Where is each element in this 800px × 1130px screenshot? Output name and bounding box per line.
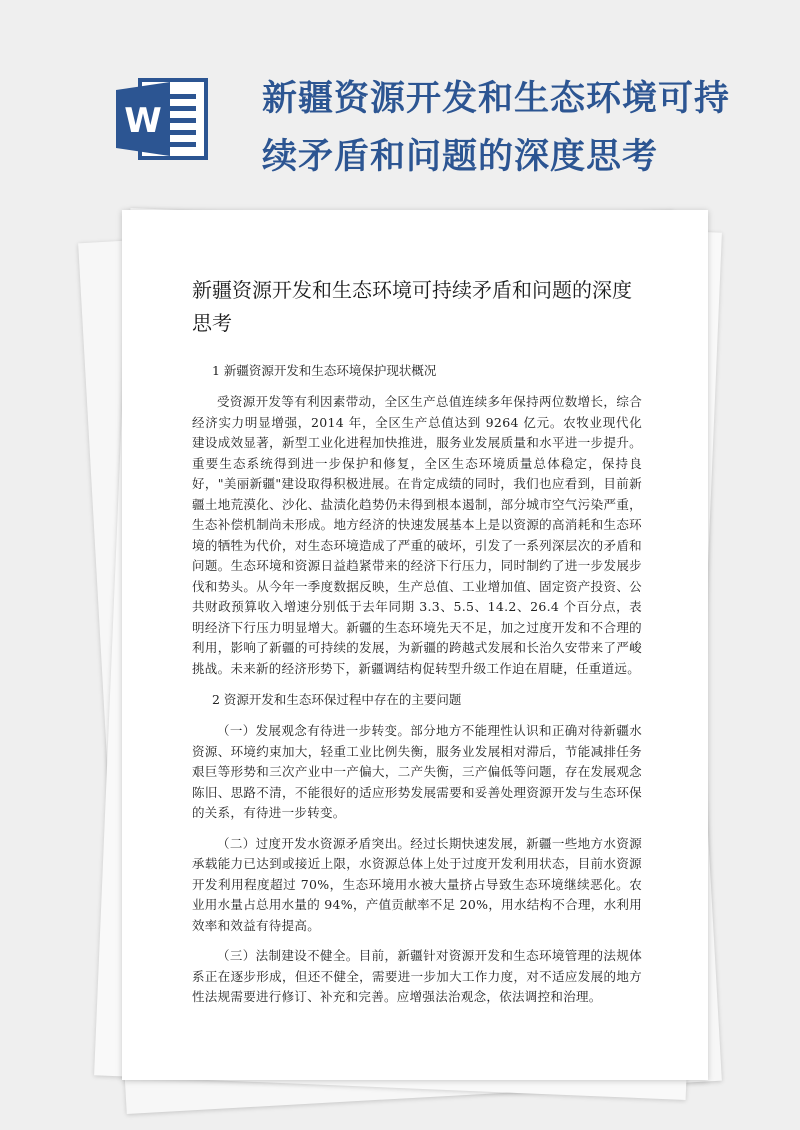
paragraph: （三）法制建设不健全。目前，新疆针对资源开发和生态环境管理的法规体系正在逐步形成，但还不健全，需要进一步加大工作力度，对不适应发展的地方性法规需要进行修订、补充和完善。应增强法治观念，依法调控和治理。 (192, 948, 642, 1004)
section-heading: 1 新疆资源开发和生态环境保护现状概况 (212, 363, 437, 378)
word-icon-letter: W (124, 101, 162, 141)
document-content (192, 274, 642, 1018)
header (0, 0, 800, 200)
section-1 (192, 360, 642, 679)
banner-title: 新疆资源开发和生态环境可持续矛盾和问题的深度思考 (262, 79, 731, 177)
section-heading: 2 资源开发和生态环保过程中存在的主要问题 (212, 692, 462, 707)
paragraph: 受资源开发等有利因素带动，全区生产总值连续多年保持两位数增长，综合经济实力明显增强，2014 年，全区生产总值达到 9264 亿元。农牧业现代化建设成效显著，新型工业化进程加快推进，服务业发展质量和水平进一步提升。重要生态系统得到进一步保护和修复，全区生态环境质量总体稳定，保持良好，"美丽新疆"建设取得积极进展。在肯定成绩的同时，我们也应看到，目前新疆土地荒漠化、沙化、盐渍化趋势仍未得到根本遏制，部分城市空气污染严重，生态补偿机制尚未形成。地方经济的快速发展基本上是以资源的高消耗和生态环境的牺牲为代价，对生态环境造成了严重的破坏，引发了一系列深层次的矛盾和问题。生态环境和资源日益趋紧带来的经济下行压力，同时制约了进一步发展步伐和势头。从今年一季度数据反映，生产总值、工业增加值、固定资产投资、公共财政预算收入增速分别低于去年同期 3.3、5.5、14.2、26.4 个百分点，表明经济下行压力明显增大。新疆的生态环境先天不足，加之过度开发和不合理的利用，影响了新疆的可持续的发展，为新疆的跨越式发展和长治久安带来了严峻挑战。未来新的经济形势下，新疆调结构促转型升级工作迫在眉睫，任重道远。 (192, 394, 642, 676)
section-2 (192, 689, 642, 1008)
word-document-icon (112, 76, 212, 162)
paragraph: （二）过度开发水资源矛盾突出。经过长期快速发展，新疆一些地方水资源承载能力已达到或接近上限，水资源总体上处于过度开发利用状态，目前水资源开发利用程度超过 70%，生态环境用水被大量挤占导致生态环境继续恶化。农业用水量占总用水量的 94%，产值贡献率不足 20%，用水结构不合理，水利用效率和效益有待提高。 (192, 835, 642, 933)
document-title: 新疆资源开发和生态环境可持续矛盾和问题的深度思考 (192, 278, 632, 335)
document-page (122, 210, 708, 1080)
paragraph: （一）发展观念有待进一步转变。部分地方不能理性认识和正确对待新疆水资源、环境约束加大，轻重工业比例失衡，服务业发展相对滞后，节能减排任务艰巨等形势和三次产业中一产偏大，二产失衡，三产偏低等问题，存在发展观念陈旧、思路不清，不能很好的适应形势发展需要和妥善处理资源开发与生态环保的关系，有待进一步转变。 (192, 723, 642, 820)
